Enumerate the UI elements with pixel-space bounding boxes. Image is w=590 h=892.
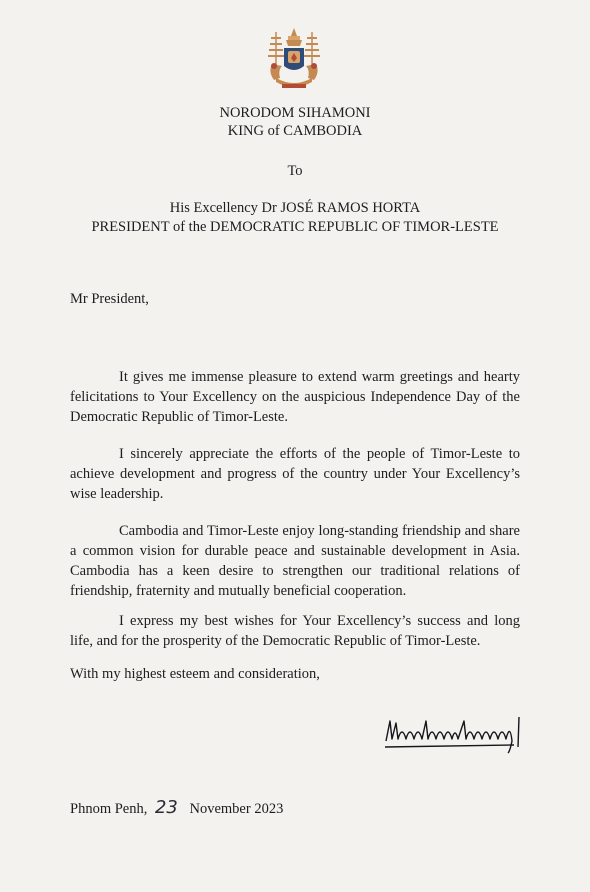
body-paragraph-4: I express my best wishes for Your Excellency’s success and long life, and for the prosperity of the Democratic Republic of Timor-Leste.: [70, 613, 520, 649]
salutation: Mr President,: [70, 291, 149, 307]
recipient-line-2: PRESIDENT of the DEMOCRATIC REPUBLIC OF TIMOR-LESTE: [91, 219, 499, 235]
sender-name: NORODOM SIHAMONI: [219, 105, 371, 121]
body-paragraph-3: Cambodia and Timor-Leste enjoy long-standing friendship and share a common vision for durable peace and sustainable development in Asia. Cambodia has a keen desire to strengthen our traditional relations of friendship, fraternity and mutually beneficial cooperation.: [70, 523, 520, 599]
date-place: Phnom Penh,: [70, 801, 148, 817]
date-day-handwritten: 23: [154, 797, 178, 818]
signature-icon: [382, 711, 526, 755]
closing-line: With my highest esteem and consideration,: [70, 666, 320, 682]
body-paragraph-2: I sincerely appreciate the efforts of the people of Timor-Leste to achieve development and progress of the country under Your Excellency’s wise leadership.: [70, 446, 520, 502]
body-paragraph-1: It gives me immense pleasure to extend warm greetings and hearty felicitations to Your Excellency on the auspicious Independence Day of the Democratic Republic of Timor-Leste.: [70, 369, 520, 425]
royal-emblem-icon: [262, 26, 326, 92]
sender-title: KING of CAMBODIA: [227, 123, 363, 139]
date-line: [70, 797, 283, 818]
recipient-line-1: His Excellency Dr JOSÉ RAMOS HORTA: [169, 200, 421, 216]
date-month-year: November 2023: [189, 801, 284, 817]
to-label: To: [287, 163, 303, 179]
